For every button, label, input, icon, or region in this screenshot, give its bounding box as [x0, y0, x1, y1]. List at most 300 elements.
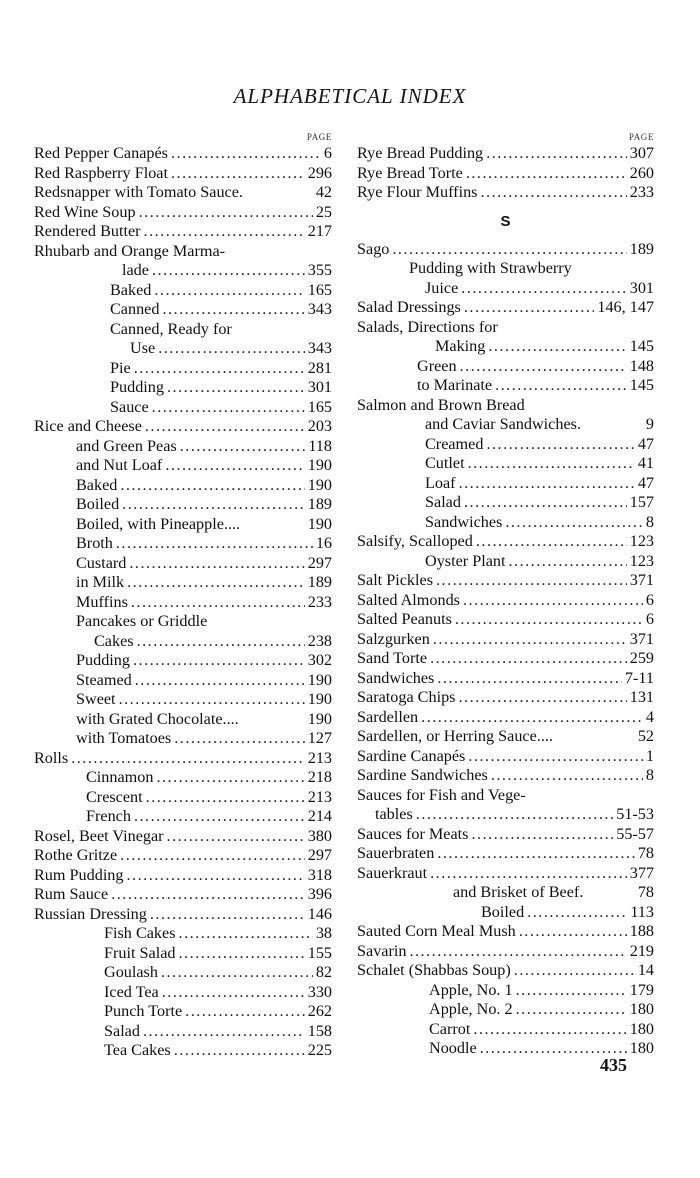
entry-text: Creamed — [425, 434, 484, 453]
entry-text: Sardine Canapés — [357, 746, 466, 765]
dot-leader — [150, 905, 305, 925]
entry-text: Sauerbraten — [357, 844, 435, 862]
section-letter — [357, 203, 654, 240]
entry-page: 8 — [645, 512, 654, 531]
index-entry — [34, 573, 332, 593]
entry-text: Broth — [76, 534, 113, 552]
entry-page: 330 — [307, 982, 332, 1001]
entry-page: 8 — [645, 766, 654, 784]
dot-leader — [491, 766, 643, 786]
entry-text: and Green Peas — [76, 436, 177, 455]
entry-text: Pie — [110, 358, 131, 377]
index-entry — [357, 688, 654, 708]
entry-page: 16 — [315, 534, 332, 552]
entry-page: 123 — [629, 532, 654, 550]
entry-text: Saratoga Chips — [357, 688, 456, 706]
entry-text: Rosel, Beet Vinegar — [34, 826, 164, 845]
index-entry — [357, 922, 654, 942]
entry-text: Red Wine Soup — [34, 202, 136, 221]
dot-leader — [466, 164, 627, 184]
dot-leader — [135, 671, 305, 691]
entry-page: 113 — [630, 902, 654, 921]
index-entries-left — [34, 144, 332, 1061]
entry-page: 218 — [307, 768, 332, 786]
index-entry — [34, 281, 332, 301]
entry-text: Rothe Gritze — [34, 846, 118, 864]
dot-leader — [516, 981, 627, 1001]
index-entry — [357, 708, 654, 728]
index-entry — [357, 1020, 654, 1040]
entry-page: 203 — [307, 417, 332, 435]
entry-page: 355 — [307, 261, 332, 279]
entry-page: 165 — [307, 280, 332, 299]
index-entry — [34, 749, 332, 769]
entry-page: 380 — [307, 826, 332, 845]
dot-leader — [179, 924, 313, 944]
dot-leader — [519, 922, 627, 942]
dot-leader — [158, 339, 305, 359]
entry-text: Salsify, Scalloped — [357, 532, 473, 550]
index-entry — [34, 905, 332, 925]
dot-leader — [165, 456, 304, 476]
entry-text: and Brisket of Beef. — [453, 883, 584, 901]
entry-text: Savarin — [357, 941, 407, 960]
entry-page: 4 — [645, 707, 654, 726]
entry-text: Rum Pudding — [34, 865, 124, 884]
entry-page: 371 — [629, 629, 654, 648]
entry-page: 25 — [315, 202, 332, 221]
dot-leader — [171, 144, 321, 164]
dot-leader — [120, 476, 304, 496]
index-entry — [34, 1041, 332, 1061]
index-entry — [357, 454, 654, 474]
dot-leader — [430, 864, 627, 884]
index-entry — [34, 788, 332, 808]
dot-leader — [486, 144, 627, 164]
entry-text: and Nut Loaf — [76, 456, 163, 474]
entry-page: 6 — [645, 590, 654, 609]
entry-text: Cinnamon — [86, 768, 154, 786]
entry-text: to Marinate — [417, 376, 493, 394]
index-entry — [357, 571, 654, 591]
entry-text: Baked — [76, 475, 118, 494]
index-entry — [357, 298, 654, 318]
index-entry — [34, 768, 332, 788]
dot-leader — [131, 593, 305, 613]
entry-page: 217 — [307, 222, 332, 240]
entry-text: Pudding — [110, 378, 164, 396]
entry-page: 297 — [307, 846, 332, 864]
dot-leader — [143, 1022, 305, 1042]
dot-leader — [154, 281, 304, 301]
entry-text: Pancakes or Griddle — [76, 612, 208, 630]
entry-text: Sardellen, or Herring Sauce.... — [357, 727, 553, 745]
dot-leader — [174, 729, 304, 749]
dot-leader — [468, 454, 635, 474]
index-entry — [34, 963, 332, 983]
index-entry — [34, 554, 332, 574]
entry-text: Sago — [357, 239, 390, 258]
dot-leader — [156, 768, 304, 788]
entry-text: Salad — [104, 1021, 140, 1040]
section-letter-text: S — [500, 212, 511, 230]
entry-text: Sauces for Fish and Vege- — [357, 785, 526, 804]
entry-text: Rye Bread Torte — [357, 163, 463, 182]
index-entry — [34, 456, 332, 476]
index-entry — [34, 534, 332, 554]
index-entry — [357, 259, 654, 279]
index-entry — [357, 669, 654, 689]
index-entry — [34, 339, 332, 359]
entry-text: with Grated Chocolate.... — [76, 709, 239, 728]
entry-text: lade — [122, 261, 149, 279]
dot-leader — [146, 788, 305, 808]
page-title: ALPHABETICAL INDEX — [233, 84, 467, 108]
entry-page: 189 — [307, 573, 332, 591]
index-entry — [357, 318, 654, 338]
index-entry — [34, 729, 332, 749]
entry-page: 155 — [307, 943, 332, 962]
dot-leader — [116, 534, 313, 554]
entry-text: Punch Torte — [104, 1002, 183, 1020]
dot-leader — [122, 495, 305, 515]
entry-page: 190 — [307, 456, 332, 474]
entry-page: 146 — [307, 904, 332, 923]
entry-text: Rum Sauce — [34, 885, 109, 903]
entry-text: Rye Flour Muffins — [357, 183, 478, 201]
index-entry — [357, 279, 654, 299]
index-entry — [34, 651, 332, 671]
dot-leader — [463, 591, 643, 611]
dot-leader — [464, 493, 627, 513]
index-entry — [357, 805, 654, 825]
dot-leader — [468, 747, 643, 767]
entry-text: Salted Peanuts — [357, 610, 452, 628]
entry-page: 9 — [645, 415, 654, 433]
dot-leader — [174, 1041, 305, 1061]
entry-page: 158 — [307, 1021, 332, 1040]
entry-text: Rhubarb and Orange Marma- — [34, 241, 226, 260]
dot-leader — [455, 610, 643, 630]
entry-page: 371 — [629, 571, 654, 589]
entry-text: Rolls — [34, 748, 69, 767]
dot-leader — [458, 688, 626, 708]
dot-leader — [167, 827, 305, 847]
entry-page: 6 — [323, 144, 332, 162]
index-entry — [357, 493, 654, 513]
entry-page: 296 — [307, 163, 332, 182]
entry-page: 190 — [307, 475, 332, 494]
dot-leader — [437, 669, 622, 689]
entry-page: 6 — [645, 610, 654, 628]
entry-text: Custard — [76, 553, 127, 572]
entry-text: Goulash — [104, 963, 158, 981]
index-entry — [357, 532, 654, 552]
index-entry — [34, 164, 332, 184]
index-entry — [357, 183, 654, 203]
index-entry — [34, 632, 332, 652]
entry-page: 52 — [637, 727, 654, 745]
index-entry — [34, 671, 332, 691]
index-entry — [34, 690, 332, 710]
index-entry — [357, 981, 654, 1001]
index-entry — [357, 864, 654, 884]
dot-leader — [392, 240, 626, 260]
entry-text: Cutlet — [425, 454, 465, 472]
entry-page: 190 — [307, 670, 332, 689]
index-entry — [34, 515, 332, 535]
index-entry — [357, 240, 654, 260]
entry-text: Russian Dressing — [34, 904, 147, 923]
dot-leader — [111, 885, 305, 905]
entry-text: with Tomatoes — [76, 729, 172, 747]
index-entry — [357, 357, 654, 377]
entry-page: 7-11 — [624, 668, 654, 687]
entry-page: 145 — [629, 337, 654, 355]
entry-page: 148 — [629, 356, 654, 375]
entry-text: Salmon and Brown Bread — [357, 395, 525, 414]
entry-text: Sandwiches — [425, 512, 503, 531]
entry-page: 188 — [629, 922, 654, 940]
entry-text: Making — [435, 337, 486, 355]
entry-text: Iced Tea — [104, 982, 159, 1001]
index-entry — [357, 396, 654, 416]
entry-text: Sauted Corn Meal Mush — [357, 922, 516, 940]
index-entry — [34, 983, 332, 1003]
dot-leader — [473, 1020, 626, 1040]
entry-page: 302 — [307, 651, 332, 669]
entry-text: Fish Cakes — [104, 924, 176, 942]
dot-leader — [437, 844, 635, 864]
entry-text: Crescent — [86, 787, 143, 806]
dot-leader — [152, 398, 305, 418]
entry-page: 307 — [629, 144, 654, 162]
index-entry — [34, 417, 332, 437]
index-entry — [357, 513, 654, 533]
dot-leader — [167, 378, 305, 398]
entry-page: 145 — [629, 376, 654, 394]
entry-page: 259 — [629, 649, 654, 667]
entry-text: and Caviar Sandwiches. — [425, 415, 581, 433]
dot-leader — [495, 376, 627, 396]
dot-leader — [180, 437, 306, 457]
entry-text: Sauce — [110, 397, 149, 416]
index-entry — [357, 727, 654, 747]
entry-page: 78 — [637, 883, 654, 901]
index-entry — [357, 435, 654, 455]
entry-page: 127 — [307, 729, 332, 747]
entry-text: Canned, Ready for — [110, 319, 232, 338]
dot-leader — [139, 203, 313, 223]
entry-page: 165 — [307, 397, 332, 416]
entry-text: Apple, No. 2 — [429, 1000, 513, 1018]
entry-page: 318 — [307, 865, 332, 884]
entry-page: 301 — [307, 378, 332, 396]
entry-page: 225 — [307, 1041, 332, 1059]
entry-page: 131 — [629, 688, 654, 706]
entry-page: 233 — [307, 592, 332, 611]
entry-text: Salad — [425, 493, 461, 511]
entry-page: 262 — [307, 1002, 332, 1020]
dot-leader — [129, 554, 304, 574]
dot-leader — [120, 846, 305, 866]
entry-text: Green — [417, 356, 457, 375]
entry-text: Boiled — [76, 495, 120, 513]
entry-page: 281 — [307, 358, 332, 377]
entry-page: 179 — [629, 980, 654, 999]
dot-leader — [409, 942, 626, 962]
entry-page: 180 — [629, 1000, 654, 1018]
dot-leader — [471, 825, 613, 845]
dot-leader — [134, 359, 305, 379]
index-entry — [34, 866, 332, 886]
index-column-left — [34, 130, 332, 1061]
dot-leader — [416, 805, 613, 825]
dot-leader — [488, 337, 626, 357]
entry-text: Apple, No. 1 — [429, 980, 513, 999]
index-entries-right — [357, 144, 654, 1059]
entry-text: Redsnapper with Tomato Sauce. — [34, 183, 243, 201]
entry-text: Juice — [425, 278, 459, 297]
dot-leader — [161, 963, 313, 983]
entry-page: 396 — [307, 885, 332, 903]
entry-text: Salted Almonds — [357, 590, 460, 609]
dot-leader — [144, 222, 305, 242]
entry-text: Cakes — [94, 631, 134, 650]
index-entry — [34, 846, 332, 866]
index-entry — [34, 827, 332, 847]
entry-text: Sauces for Meats — [357, 824, 469, 843]
entry-text: Oyster Plant — [425, 551, 506, 570]
entry-text: Use — [130, 339, 156, 357]
index-entry — [34, 495, 332, 515]
entry-text: Sweet — [76, 690, 116, 708]
entry-text: Muffins — [76, 592, 128, 611]
dot-leader — [505, 513, 643, 533]
index-entry — [357, 942, 654, 962]
entry-page: 260 — [629, 163, 654, 182]
entry-page: 213 — [307, 787, 332, 806]
entry-page: 55-57 — [616, 824, 654, 843]
dot-leader — [421, 708, 643, 728]
dot-leader — [162, 300, 304, 320]
entry-page: 42 — [315, 183, 332, 201]
entry-page: 157 — [629, 493, 654, 511]
entry-text: Red Raspberry Float — [34, 163, 168, 182]
dot-leader — [459, 474, 635, 494]
entry-page: 377 — [629, 863, 654, 882]
index-entry — [34, 359, 332, 379]
entry-page: 51-53 — [616, 805, 654, 823]
dot-leader — [127, 573, 305, 593]
index-entry — [357, 591, 654, 611]
entry-text: French — [86, 807, 131, 825]
index-entry — [34, 320, 332, 340]
index-entry — [357, 1000, 654, 1020]
entry-text: Salads, Directions for — [357, 317, 498, 336]
entry-text: Rendered Butter — [34, 222, 141, 240]
page-column-label: PAGE — [306, 132, 332, 142]
dot-leader — [430, 649, 627, 669]
entry-page: 38 — [315, 924, 332, 942]
entry-page: 189 — [629, 239, 654, 258]
entry-page: 47 — [637, 434, 654, 453]
entry-text: Sardellen — [357, 707, 419, 726]
index-entry — [34, 1002, 332, 1022]
entry-page: 14 — [637, 961, 654, 979]
dot-leader — [508, 552, 626, 572]
dot-leader — [71, 749, 305, 769]
dot-leader — [119, 690, 305, 710]
entry-page: 180 — [629, 1019, 654, 1038]
index-entry — [34, 144, 332, 164]
entry-page: 343 — [307, 300, 332, 318]
entry-text: Salad Dressings — [357, 298, 461, 316]
entry-page: 78 — [637, 844, 654, 862]
index-entry — [357, 844, 654, 864]
dot-leader — [179, 944, 305, 964]
dot-leader — [486, 435, 634, 455]
index-entry — [34, 203, 332, 223]
entry-page: 301 — [629, 278, 654, 297]
index-entry — [357, 337, 654, 357]
index-entry — [357, 552, 654, 572]
index-entry — [357, 474, 654, 494]
dot-leader — [480, 183, 626, 203]
entry-page: 123 — [629, 551, 654, 570]
entry-text: Schalet (Shabbas Soup) — [357, 961, 511, 979]
index-entry — [357, 903, 654, 923]
dot-leader — [460, 357, 627, 377]
index-entry — [357, 747, 654, 767]
entry-text: Rice and Cheese — [34, 417, 142, 435]
dot-leader — [464, 298, 594, 318]
index-entry — [34, 437, 332, 457]
index-entry — [34, 593, 332, 613]
entry-page: 1 — [645, 746, 654, 765]
entry-page: 214 — [307, 807, 332, 825]
entry-text: Sand Torte — [357, 649, 428, 667]
dot-leader — [433, 630, 627, 650]
entry-page: 47 — [637, 473, 654, 492]
entry-text: Pudding — [76, 651, 130, 669]
entry-page: 219 — [629, 941, 654, 960]
entry-text: Carrot — [429, 1019, 471, 1038]
index-entry — [34, 398, 332, 418]
entry-text: Fruit Salad — [104, 943, 176, 962]
entry-text: Red Pepper Canapés — [34, 144, 168, 162]
page-number: 435 — [600, 1055, 627, 1075]
index-entry — [34, 612, 332, 632]
index-entry — [34, 885, 332, 905]
entry-text: Sauerkraut — [357, 863, 428, 882]
dot-leader — [527, 903, 627, 923]
index-entry — [34, 242, 332, 262]
entry-text: Canned — [110, 300, 160, 318]
index-entry — [34, 1022, 332, 1042]
entry-text: Pudding with Strawberry — [409, 259, 572, 277]
index-entry — [357, 649, 654, 669]
dot-leader — [145, 417, 305, 437]
dot-leader — [127, 866, 305, 886]
index-entry — [34, 300, 332, 320]
index-entry — [357, 786, 654, 806]
dot-leader — [514, 961, 635, 981]
dot-leader — [152, 261, 305, 281]
entry-page: 213 — [307, 748, 332, 767]
entry-page: 190 — [307, 709, 332, 728]
index-entry — [357, 610, 654, 630]
